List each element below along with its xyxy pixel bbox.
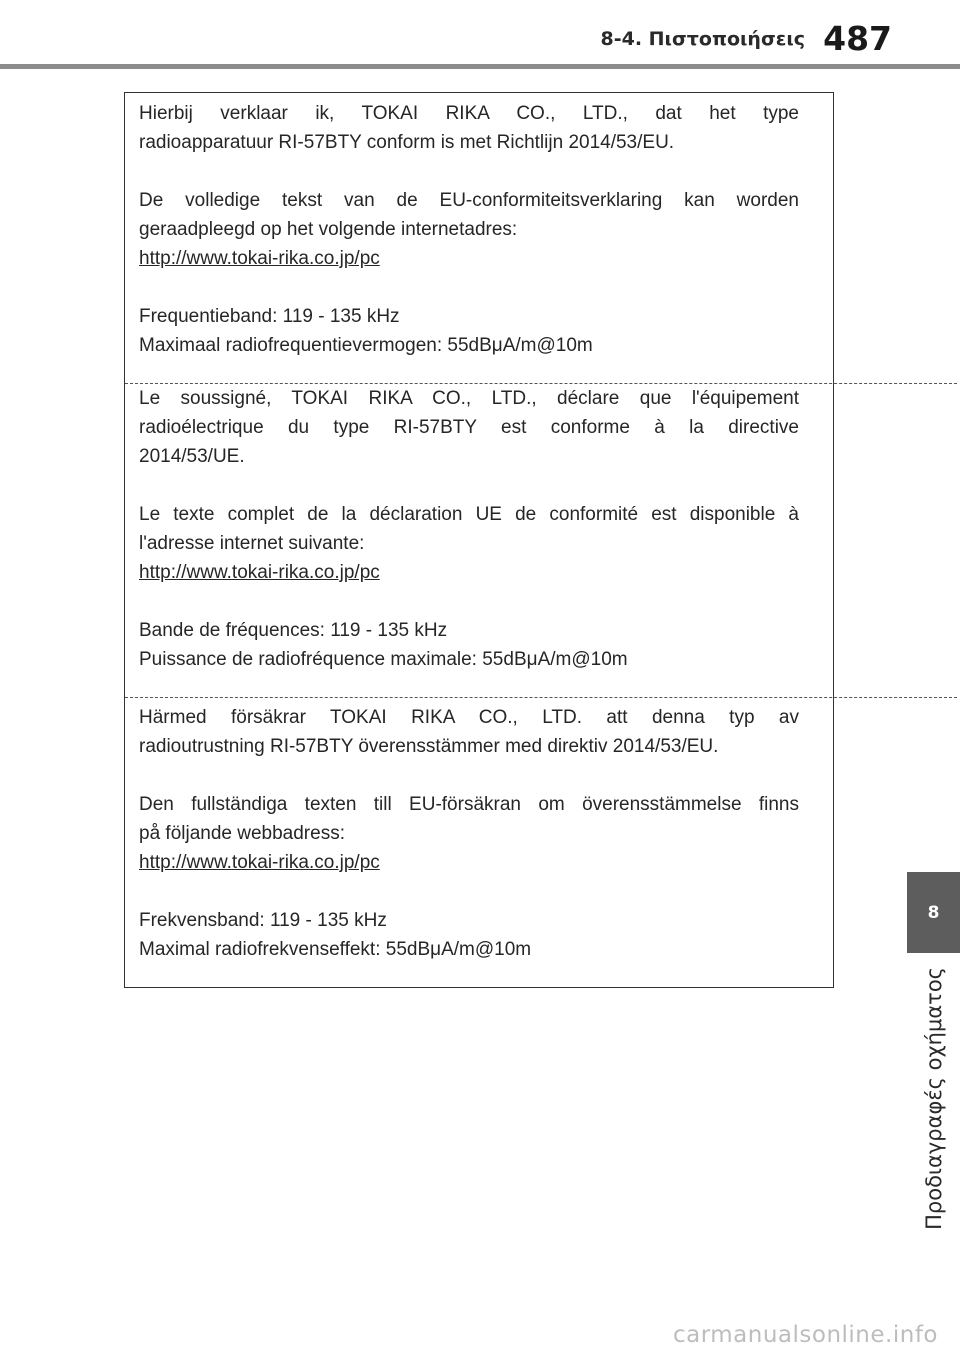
section-divider (125, 697, 957, 698)
spec-line: Frekvensband: 119 - 135 kHz (139, 910, 387, 931)
page-header (0, 0, 960, 70)
header-rule (0, 64, 960, 69)
block-line: Hierbij verklaar ik, TOKAI RIKA CO., LTD., dat het type (139, 103, 799, 124)
block-line: 2014/53/UE. (139, 446, 245, 467)
spec-line: Bande de fréquences: 119 - 135 kHz (139, 620, 448, 641)
block-line: Den fullständiga texten till EU-försäkran om överensstämmelse finns (139, 794, 799, 815)
declaration-link[interactable]: http://www.tokai-rika.co.jp/pc (139, 852, 380, 873)
spec-line: Frequentieband: 119 - 135 kHz (139, 306, 400, 327)
page-number: 487 (823, 19, 892, 58)
declaration-block-fr (139, 384, 799, 674)
declaration-link[interactable]: http://www.tokai-rika.co.jp/pc (139, 562, 380, 583)
chapter-side-label (907, 968, 960, 1228)
block-line: radioélectrique du type RI-57BTY est conforme à la directive (139, 417, 799, 438)
block-line: l'adresse internet suivante: (139, 533, 365, 554)
declaration-block-nl (139, 99, 799, 360)
declaration-link[interactable]: http://www.tokai-rika.co.jp/pc (139, 248, 380, 269)
block-line: Le texte complet de la déclaration UE de conformité est disponible à (139, 504, 799, 525)
chapter-tab[interactable] (907, 872, 960, 953)
spec-line: Maximaal radiofrequentievermogen: 55dBμA/m@10m (139, 335, 593, 356)
block-line: geraadpleegd op het volgende internetadres: (139, 219, 518, 240)
block-line: radioapparatuur RI-57BTY conform is met Richtlijn 2014/53/EU. (139, 132, 675, 153)
declaration-block-sv (139, 703, 799, 964)
chapter-label-text: Προδιαγραφές οχήματος (921, 966, 946, 1230)
spec-line: Maximal radiofrekvenseffekt: 55dBμA/m@10m (139, 939, 532, 960)
block-line: radioutrustning RI-57BTY överensstämmer med direktiv 2014/53/EU. (139, 736, 719, 757)
spec-line: Puissance de radiofréquence maximale: 55dBμA/m@10m (139, 649, 628, 670)
block-line: Härmed försäkrar TOKAI RIKA CO., LTD. att denna typ av (139, 707, 799, 728)
block-line: Le soussigné, TOKAI RIKA CO., LTD., déclare que l'équipement (139, 388, 799, 409)
section-title: 8-4. Πιστοποιήσεις (600, 28, 805, 50)
watermark: carmanualsonline.info (672, 1322, 938, 1348)
chapter-number: 8 (927, 902, 940, 923)
declaration-frame (124, 92, 834, 988)
block-line: på följande webbadress: (139, 823, 345, 844)
block-line: De volledige tekst van de EU-conformiteitsverklaring kan worden (139, 190, 799, 211)
